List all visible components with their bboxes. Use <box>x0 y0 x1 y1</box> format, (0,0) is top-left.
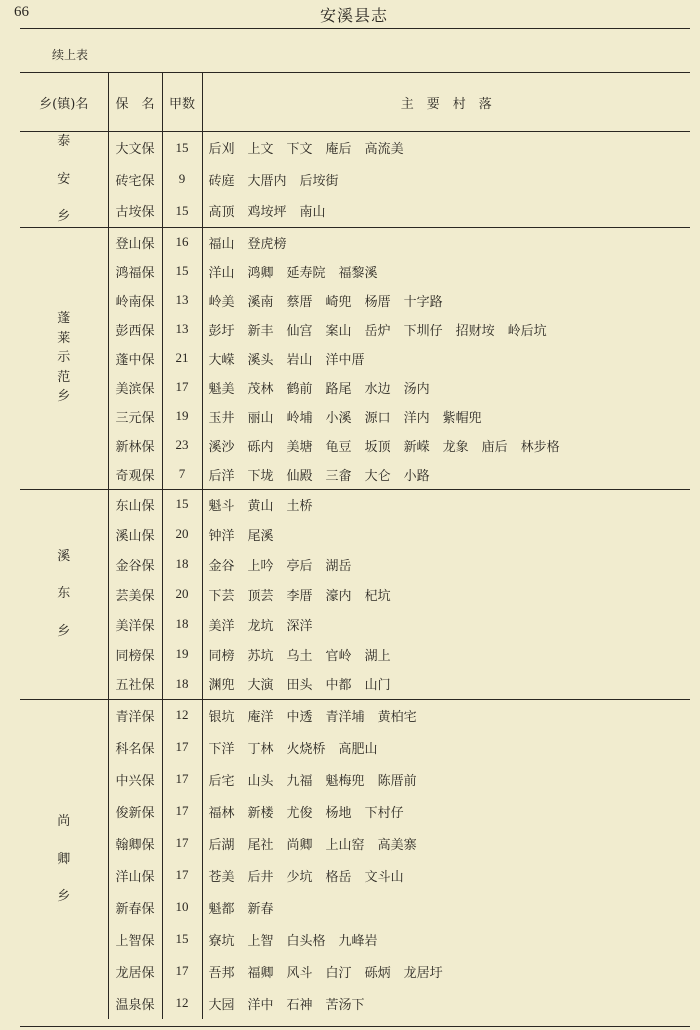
village-name: 苍美 <box>208 869 235 885</box>
column-header-villages: 主 要 村 落 <box>202 73 690 132</box>
village-name: 高流美 <box>364 142 404 158</box>
village-name: 魁梅兜 <box>325 773 365 789</box>
village-name: 洋中 <box>247 997 274 1013</box>
continued-label: 续上表 <box>52 48 89 62</box>
jia-count: 18 <box>162 609 202 639</box>
village-list <box>202 315 690 344</box>
village-list <box>202 460 690 490</box>
table-row <box>20 609 690 639</box>
village-name: 白汀 <box>325 965 352 981</box>
village-name: 尚卿 <box>286 837 313 853</box>
township-name-text: 尚 卿 乡 <box>57 814 71 904</box>
bao-name: 金谷保 <box>108 549 162 579</box>
table-row <box>20 859 690 891</box>
village-name: 魁斗 <box>208 498 235 514</box>
bao-name: 奇观保 <box>108 460 162 490</box>
village-name: 杨厝 <box>364 294 391 310</box>
village-name: 岳炉 <box>364 323 391 339</box>
village-name: 土桥 <box>286 498 313 514</box>
jia-count: 12 <box>162 699 202 731</box>
township-name-text: 蓬 莱 示 范 乡 <box>57 311 71 405</box>
table-row <box>20 164 690 195</box>
village-name: 后湖 <box>208 837 235 853</box>
village-list <box>202 669 690 699</box>
village-name: 湖上 <box>364 648 391 664</box>
column-header-bao: 保 名 <box>108 73 162 132</box>
village-name: 官岭 <box>325 648 352 664</box>
village-list <box>202 286 690 315</box>
village-name: 深洋 <box>286 618 313 634</box>
village-name: 金谷 <box>208 558 235 574</box>
village-name: 鸡垵坪 <box>247 205 287 221</box>
bao-name: 砖宅保 <box>108 164 162 195</box>
jia-count: 15 <box>162 923 202 955</box>
bao-name: 青洋保 <box>108 699 162 731</box>
bao-name: 科名保 <box>108 731 162 763</box>
table-row <box>20 286 690 315</box>
footer-rule <box>20 1026 690 1027</box>
table-row <box>20 402 690 431</box>
jia-count: 9 <box>162 164 202 195</box>
village-name: 九福 <box>286 773 313 789</box>
bao-name: 古垵保 <box>108 195 162 227</box>
bao-name: 彭西保 <box>108 315 162 344</box>
village-name: 后刈 <box>208 142 235 158</box>
village-name: 下村仔 <box>364 805 404 821</box>
jia-count: 16 <box>162 227 202 257</box>
village-name: 乌土 <box>286 648 313 664</box>
table-row <box>20 489 690 519</box>
village-name: 白头格 <box>286 933 326 949</box>
bao-name: 五社保 <box>108 669 162 699</box>
bao-name: 蓬中保 <box>108 344 162 373</box>
jia-count: 13 <box>162 315 202 344</box>
village-name: 山头 <box>247 773 274 789</box>
village-name: 后洋 <box>208 468 235 484</box>
village-name: 砾内 <box>247 439 274 455</box>
village-name: 尾溪 <box>247 528 274 544</box>
jia-count: 17 <box>162 731 202 763</box>
jia-count: 20 <box>162 579 202 609</box>
bao-name: 洋山保 <box>108 859 162 891</box>
village-name: 上吟 <box>247 558 274 574</box>
village-list <box>202 639 690 669</box>
village-name: 洋内 <box>403 410 430 426</box>
village-list <box>202 731 690 763</box>
township-name-text: 溪 东 乡 <box>57 548 71 639</box>
village-name: 龙居圩 <box>403 965 443 981</box>
table-body <box>20 132 690 1020</box>
bao-name: 美洋保 <box>108 609 162 639</box>
table-row <box>20 669 690 699</box>
village-name: 彭圩 <box>208 323 235 339</box>
book-title: 安溪县志 <box>320 6 389 25</box>
jia-count: 17 <box>162 955 202 987</box>
table-row <box>20 891 690 923</box>
village-name: 亭后 <box>286 558 313 574</box>
village-name: 南山 <box>299 205 326 221</box>
bao-name: 大文保 <box>108 132 162 164</box>
village-list <box>202 891 690 923</box>
village-name: 大厝内 <box>247 173 287 189</box>
village-name: 火烧桥 <box>286 741 326 757</box>
village-name: 魁美 <box>208 381 235 397</box>
village-name: 吾邦 <box>208 965 235 981</box>
bao-table <box>20 72 690 1019</box>
jia-count: 15 <box>162 489 202 519</box>
township-name-text: 泰 安 乡 <box>57 134 71 224</box>
village-list <box>202 699 690 731</box>
village-name: 大嵘 <box>208 352 235 368</box>
village-name: 延寿院 <box>286 265 326 281</box>
table-row <box>20 315 690 344</box>
village-name: 魁都 <box>208 901 235 917</box>
village-name: 山门 <box>364 678 391 694</box>
village-name: 龙坑 <box>247 618 274 634</box>
jia-count: 17 <box>162 859 202 891</box>
jia-count: 15 <box>162 195 202 227</box>
village-list <box>202 579 690 609</box>
village-name: 杞坑 <box>364 588 391 604</box>
village-list <box>202 257 690 286</box>
village-list <box>202 489 690 519</box>
village-name: 尾社 <box>247 837 274 853</box>
table-header-row <box>20 73 690 132</box>
village-name: 尤俊 <box>286 805 313 821</box>
village-list <box>202 763 690 795</box>
village-name: 岭埔 <box>286 410 313 426</box>
village-list <box>202 519 690 549</box>
bao-name: 新春保 <box>108 891 162 923</box>
table-row <box>20 460 690 490</box>
village-name: 美塘 <box>286 439 313 455</box>
table-row <box>20 431 690 460</box>
table-row <box>20 955 690 987</box>
column-header-township: 乡(镇)名 <box>20 73 108 132</box>
village-name: 福卿 <box>247 965 274 981</box>
village-name: 庵后 <box>325 142 352 158</box>
village-name: 后宅 <box>208 773 235 789</box>
village-name: 大演 <box>247 678 274 694</box>
table-row <box>20 549 690 579</box>
village-name: 后井 <box>247 869 274 885</box>
village-name: 文斗山 <box>364 869 404 885</box>
village-name: 丽山 <box>247 410 274 426</box>
table-row <box>20 763 690 795</box>
village-name: 顶芸 <box>247 588 274 604</box>
village-name: 岩山 <box>286 352 313 368</box>
village-name: 高美寨 <box>377 837 417 853</box>
village-name: 濠内 <box>325 588 352 604</box>
village-name: 大园 <box>208 997 235 1013</box>
jia-count: 18 <box>162 669 202 699</box>
village-name: 高顶 <box>208 205 235 221</box>
village-name: 田头 <box>286 678 313 694</box>
bao-name: 溪山保 <box>108 519 162 549</box>
village-name: 格岳 <box>325 869 352 885</box>
village-name: 同榜 <box>208 648 235 664</box>
township-name <box>20 489 108 699</box>
table-row <box>20 227 690 257</box>
jia-count: 17 <box>162 373 202 402</box>
village-name: 茂林 <box>247 381 274 397</box>
village-name: 路尾 <box>325 381 352 397</box>
village-name: 招财垵 <box>455 323 495 339</box>
village-name: 李厝 <box>286 588 313 604</box>
village-name: 少坑 <box>286 869 313 885</box>
page-header <box>0 0 700 30</box>
table-row <box>20 827 690 859</box>
jia-count: 7 <box>162 460 202 490</box>
jia-count: 13 <box>162 286 202 315</box>
village-name: 小路 <box>403 468 430 484</box>
village-name: 玉井 <box>208 410 235 426</box>
village-name: 寮坑 <box>208 933 235 949</box>
table-row <box>20 795 690 827</box>
table-row <box>20 344 690 373</box>
bao-name: 翰卿保 <box>108 827 162 859</box>
village-name: 石神 <box>286 997 313 1013</box>
village-name: 丁林 <box>247 741 274 757</box>
bao-name: 登山保 <box>108 227 162 257</box>
village-name: 青洋埔 <box>325 709 365 725</box>
bao-name: 同榜保 <box>108 639 162 669</box>
header-rule <box>20 28 690 29</box>
village-name: 溪头 <box>247 352 274 368</box>
bao-name: 新林保 <box>108 431 162 460</box>
jia-count: 12 <box>162 987 202 1019</box>
village-name: 坂顶 <box>364 439 391 455</box>
jia-count: 15 <box>162 257 202 286</box>
bao-name: 俊新保 <box>108 795 162 827</box>
village-name: 钟洋 <box>208 528 235 544</box>
village-list <box>202 859 690 891</box>
village-name: 崎兜 <box>325 294 352 310</box>
village-name: 高肥山 <box>338 741 378 757</box>
village-name: 后垵街 <box>299 173 339 189</box>
jia-count: 21 <box>162 344 202 373</box>
village-name: 银坑 <box>208 709 235 725</box>
village-name: 龙象 <box>442 439 469 455</box>
village-list <box>202 549 690 579</box>
village-name: 蔡厝 <box>286 294 313 310</box>
village-name: 黄山 <box>247 498 274 514</box>
bao-name: 中兴保 <box>108 763 162 795</box>
village-name: 风斗 <box>286 965 313 981</box>
village-name: 源口 <box>364 410 391 426</box>
village-name: 湖岳 <box>325 558 352 574</box>
jia-count: 10 <box>162 891 202 923</box>
village-name: 溪南 <box>247 294 274 310</box>
village-name: 林步格 <box>520 439 560 455</box>
table-row <box>20 132 690 164</box>
village-name: 三畲 <box>325 468 352 484</box>
village-list <box>202 195 690 227</box>
village-list <box>202 431 690 460</box>
village-name: 福黎溪 <box>338 265 378 281</box>
village-list <box>202 827 690 859</box>
village-list <box>202 923 690 955</box>
village-name: 鸿卿 <box>247 265 274 281</box>
village-name: 上文 <box>247 142 274 158</box>
village-name: 下圳仔 <box>403 323 443 339</box>
jia-count: 19 <box>162 639 202 669</box>
village-name: 庙后 <box>481 439 508 455</box>
village-name: 仙宫 <box>286 323 313 339</box>
village-name: 渊兜 <box>208 678 235 694</box>
village-list <box>202 227 690 257</box>
jia-count: 17 <box>162 763 202 795</box>
village-name: 小溪 <box>325 410 352 426</box>
village-list <box>202 344 690 373</box>
village-name: 汤内 <box>403 381 430 397</box>
village-name: 下洋 <box>208 741 235 757</box>
village-name: 新春 <box>247 901 274 917</box>
village-name: 下文 <box>286 142 313 158</box>
village-name: 黄柏宅 <box>377 709 417 725</box>
jia-count: 17 <box>162 795 202 827</box>
village-name: 大仑 <box>364 468 391 484</box>
bao-name: 芸美保 <box>108 579 162 609</box>
village-name: 洋中厝 <box>325 352 365 368</box>
village-name: 岭美 <box>208 294 235 310</box>
jia-count: 17 <box>162 827 202 859</box>
village-name: 紫帽兜 <box>442 410 482 426</box>
village-name: 鹤前 <box>286 381 313 397</box>
jia-count: 18 <box>162 549 202 579</box>
township-name <box>20 699 108 1019</box>
table-row <box>20 923 690 955</box>
village-name: 水边 <box>364 381 391 397</box>
village-name: 庵洋 <box>247 709 274 725</box>
village-name: 砾炳 <box>364 965 391 981</box>
village-name: 下垅 <box>247 468 274 484</box>
table-row <box>20 195 690 227</box>
table-row <box>20 731 690 763</box>
village-list <box>202 373 690 402</box>
village-name: 洋山 <box>208 265 235 281</box>
page-number: 66 <box>14 4 29 20</box>
village-name: 溪沙 <box>208 439 235 455</box>
village-name: 九峰岩 <box>338 933 378 949</box>
village-name: 十字路 <box>403 294 443 310</box>
village-list <box>202 955 690 987</box>
jia-count: 15 <box>162 132 202 164</box>
village-name: 案山 <box>325 323 352 339</box>
village-list <box>202 795 690 827</box>
village-name: 仙殿 <box>286 468 313 484</box>
table-row <box>20 257 690 286</box>
village-name: 岭后坑 <box>507 323 547 339</box>
bao-name: 岭南保 <box>108 286 162 315</box>
village-name: 登虎榜 <box>247 236 287 252</box>
table-row <box>20 987 690 1019</box>
table-row <box>20 373 690 402</box>
village-list <box>202 164 690 195</box>
village-name: 砖庭 <box>208 173 235 189</box>
village-name: 苦汤下 <box>325 997 365 1013</box>
village-name: 上山窑 <box>325 837 365 853</box>
village-name: 新楼 <box>247 805 274 821</box>
village-list <box>202 609 690 639</box>
bao-name: 东山保 <box>108 489 162 519</box>
bao-name: 鸿福保 <box>108 257 162 286</box>
village-name: 福林 <box>208 805 235 821</box>
village-name: 苏坑 <box>247 648 274 664</box>
village-name: 龟豆 <box>325 439 352 455</box>
jia-count: 23 <box>162 431 202 460</box>
bao-name: 上智保 <box>108 923 162 955</box>
village-name: 新丰 <box>247 323 274 339</box>
village-name: 中都 <box>325 678 352 694</box>
village-name: 福山 <box>208 236 235 252</box>
bao-name: 温泉保 <box>108 987 162 1019</box>
village-name: 中透 <box>286 709 313 725</box>
township-name <box>20 227 108 489</box>
village-name: 新嵘 <box>403 439 430 455</box>
bao-name: 美滨保 <box>108 373 162 402</box>
jia-count: 20 <box>162 519 202 549</box>
township-name <box>20 132 108 228</box>
table-row <box>20 699 690 731</box>
column-header-jia: 甲数 <box>162 73 202 132</box>
table-row <box>20 639 690 669</box>
village-name: 上智 <box>247 933 274 949</box>
jia-count: 19 <box>162 402 202 431</box>
village-list <box>202 987 690 1019</box>
table-row <box>20 519 690 549</box>
village-name: 陈厝前 <box>377 773 417 789</box>
bao-name: 三元保 <box>108 402 162 431</box>
village-name: 美洋 <box>208 618 235 634</box>
village-list <box>202 132 690 164</box>
table-row <box>20 579 690 609</box>
village-list <box>202 402 690 431</box>
village-name: 杨地 <box>325 805 352 821</box>
bao-name: 龙居保 <box>108 955 162 987</box>
village-name: 下芸 <box>208 588 235 604</box>
